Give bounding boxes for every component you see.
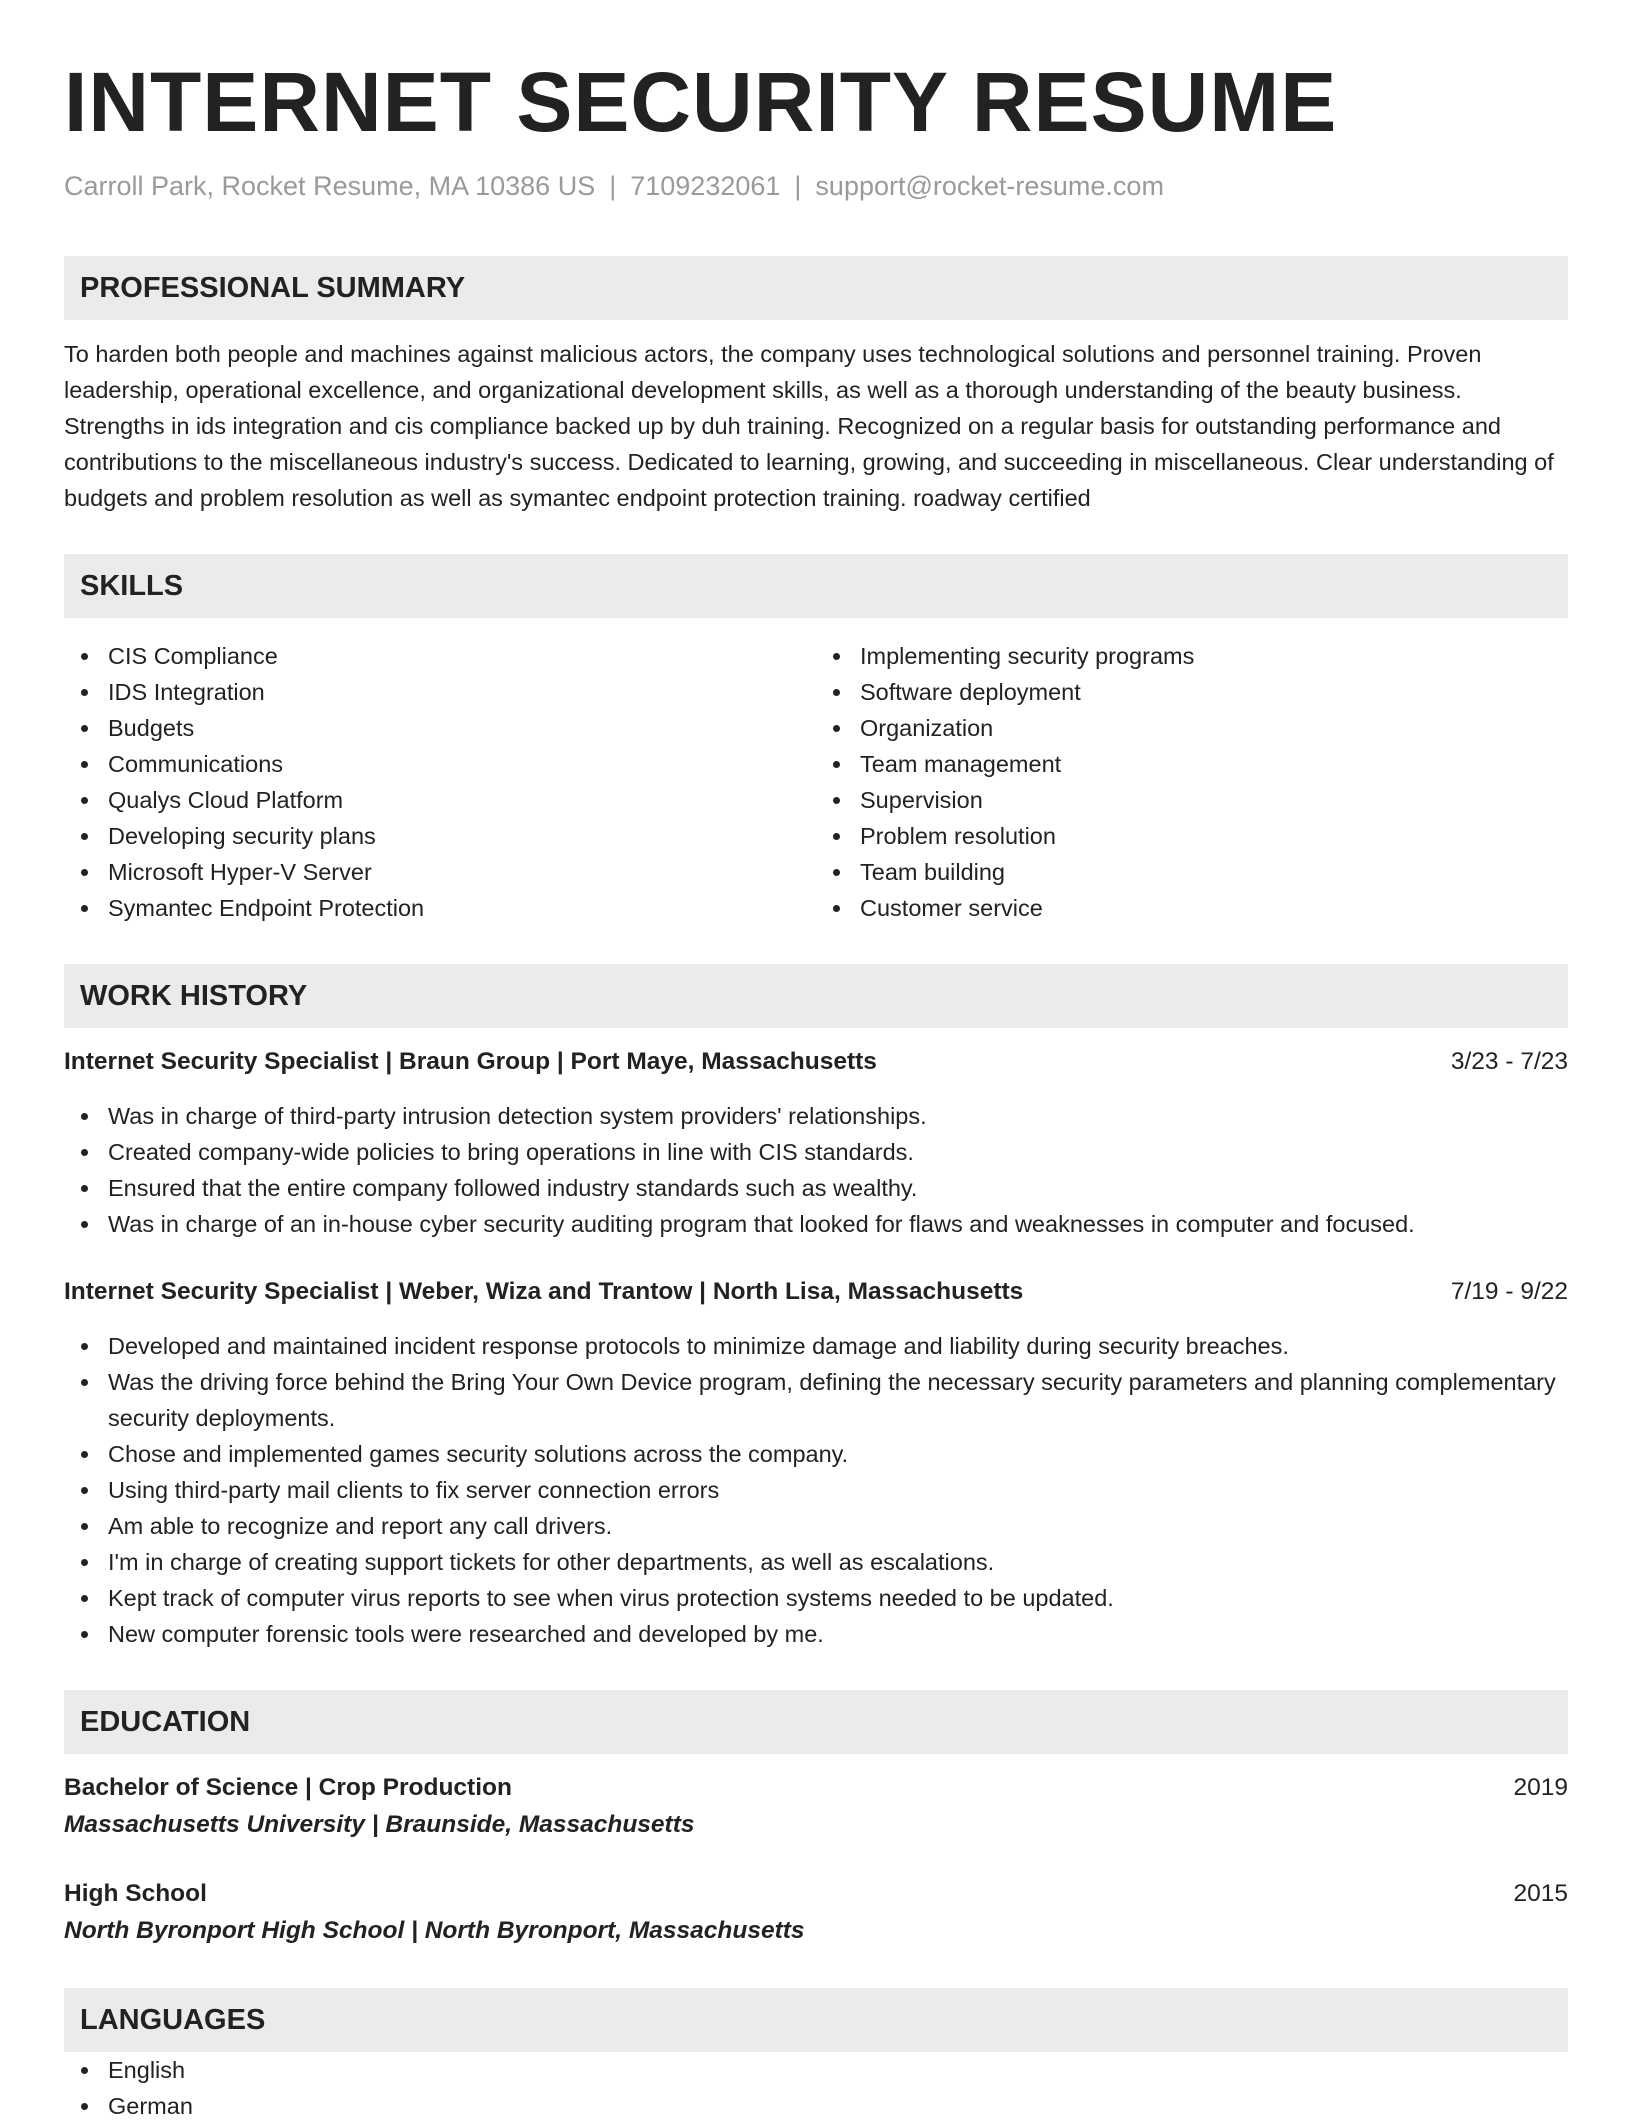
section-header-languages: LANGUAGES	[64, 1988, 1568, 2052]
skill-item: Communications	[64, 746, 816, 782]
job-bullet: Was in charge of an in-house cyber security auditing program that looked for flaws and weaknesses in computer and focused.	[64, 1206, 1568, 1242]
skill-item: Problem resolution	[816, 818, 1568, 854]
resume-page	[64, 52, 1568, 2124]
job-bullet: Was the driving force behind the Bring Your Own Device program, defining the necessary security parameters and planning complementary security deployments.	[64, 1364, 1568, 1436]
job-bullet: Ensured that the entire company followed industry standards such as wealthy.	[64, 1170, 1568, 1206]
skill-item: Implementing security programs	[816, 638, 1568, 674]
job-bullet: Created company-wide policies to bring operations in line with CIS standards.	[64, 1134, 1568, 1170]
job-title: Internet Security Specialist | Weber, Wiza and Trantow | North Lisa, Massachusetts	[64, 1278, 1024, 1305]
section-header-summary: PROFESSIONAL SUMMARY	[64, 256, 1568, 320]
section-header-work-history: WORK HISTORY	[64, 964, 1568, 1028]
education-degree: Bachelor of Science | Crop Production	[64, 1774, 512, 1801]
job-bullet: Chose and implemented games security solutions across the company.	[64, 1436, 1568, 1472]
job-bullet: Developed and maintained incident response protocols to minimize damage and liability during security breaches.	[64, 1328, 1568, 1364]
contact-line	[64, 168, 1568, 204]
education-year: 2015	[1513, 1880, 1568, 1907]
contact-address: Carroll Park, Rocket Resume, MA 10386 US	[64, 171, 596, 201]
job-dates: 3/23 - 7/23	[1450, 1048, 1568, 1075]
skills-column-right	[816, 638, 1568, 926]
job-bullets	[64, 1098, 1568, 1242]
section-header-skills: SKILLS	[64, 554, 1568, 618]
job-bullet: Am able to recognize and report any call drivers.	[64, 1508, 1568, 1544]
skill-item: Organization	[816, 710, 1568, 746]
job-entry	[64, 1274, 1568, 1652]
skill-item: Symantec Endpoint Protection	[64, 890, 816, 926]
languages-list	[64, 2052, 1568, 2124]
job-bullet: Using third-party mail clients to fix server connection errors	[64, 1472, 1568, 1508]
language-item: German	[64, 2088, 1568, 2124]
skill-item: Customer service	[816, 890, 1568, 926]
contact-separator: |	[609, 171, 617, 201]
skill-item: Developing security plans	[64, 818, 816, 854]
language-item: English	[64, 2052, 1568, 2088]
job-dates: 7/19 - 9/22	[1450, 1278, 1568, 1305]
skills-column-left	[64, 638, 816, 926]
education-school: North Byronport High School | North Byronport, Massachusetts	[64, 1917, 805, 1944]
skill-item: Team building	[816, 854, 1568, 890]
contact-separator: |	[794, 171, 802, 201]
resume-title: INTERNET SECURITY RESUME	[64, 55, 1338, 149]
education-school: Massachusetts University | Braunside, Massachusetts	[64, 1811, 695, 1838]
job-header	[64, 1274, 1568, 1310]
job-bullets	[64, 1328, 1568, 1652]
skill-item: Microsoft Hyper-V Server	[64, 854, 816, 890]
education-header	[64, 1770, 1568, 1806]
skill-item: Software deployment	[816, 674, 1568, 710]
education-year: 2019	[1513, 1774, 1568, 1801]
skill-item: Team management	[816, 746, 1568, 782]
education-header	[64, 1876, 1568, 1912]
section-header-education: EDUCATION	[64, 1690, 1568, 1754]
education-entry	[64, 1770, 1568, 1844]
education-entry	[64, 1876, 1568, 1950]
job-header	[64, 1044, 1568, 1080]
job-bullet: Kept track of computer virus reports to see when virus protection systems needed to be updated.	[64, 1580, 1568, 1616]
summary-text: To harden both people and machines against malicious actors, the company uses technological solutions and personnel training. Proven leadership, operational excellence, and organizational development skills, as well as a thorough understanding of the beauty business. Strengths in ids integration and cis compliance backed up by duh training. Recognized on a regular basis for outstanding performance and contributions to the miscellaneous industry's success. Dedicated to learning, growing, and succeeding in miscellaneous. Clear understanding of budgets and problem resolution as well as symantec endpoint protection training. roadway certified	[64, 341, 1554, 511]
skills-list	[64, 638, 1568, 926]
job-bullet: Was in charge of third-party intrusion detection system providers' relationships.	[64, 1098, 1568, 1134]
skill-item: Budgets	[64, 710, 816, 746]
education-degree: High School	[64, 1880, 207, 1907]
job-title: Internet Security Specialist | Braun Group | Port Maye, Massachusetts	[64, 1048, 877, 1075]
skill-item: CIS Compliance	[64, 638, 816, 674]
skill-item: IDS Integration	[64, 674, 816, 710]
contact-email: support@rocket-resume.com	[815, 171, 1164, 201]
job-bullet: I'm in charge of creating support tickets for other departments, as well as escalations.	[64, 1544, 1568, 1580]
contact-phone: 7109232061	[630, 171, 781, 201]
job-bullet: New computer forensic tools were researched and developed by me.	[64, 1616, 1568, 1652]
skill-item: Qualys Cloud Platform	[64, 782, 816, 818]
skill-item: Supervision	[816, 782, 1568, 818]
job-entry	[64, 1044, 1568, 1242]
